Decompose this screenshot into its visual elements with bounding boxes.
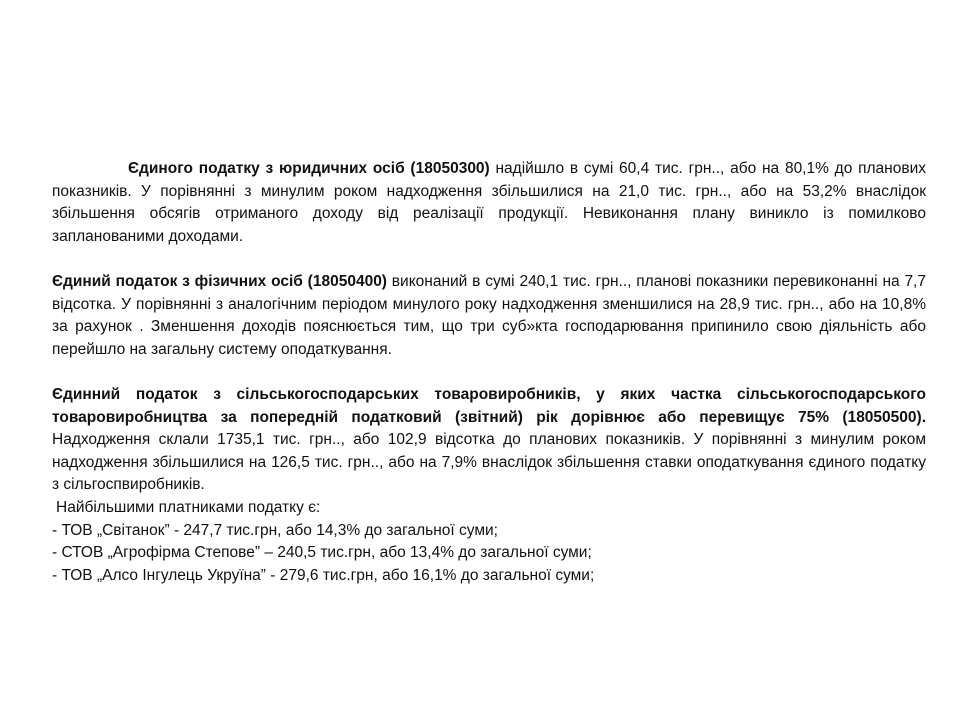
paragraph-heading: Єдиного податку з юридичних осіб (18050300) <box>128 160 490 177</box>
paragraph-heading: Єдиний податок з фізичних осіб (18050400) <box>52 272 387 290</box>
paragraph-individuals-tax <box>52 271 926 361</box>
paragraph-heading: Єдинний податок з сільськогосподарських товаровиробників, у яких частка сільськогосподарського товаровиробництва за попередній податковий (звітний) рік дорівнює або перевищує 75% (18050500). <box>52 385 926 426</box>
list-item: - ТОВ „Світанок” - 247,7 тис.грн, або 14,3% до загальної суми; <box>52 521 498 539</box>
largest-payers-block <box>52 497 926 587</box>
paragraph-text: виконаний в сумі 240,1 тис. грн.., планові показники перевиконанні на 7,7 відсотка. У порівнянні з аналогічним періодом минулого року надходження зменшилися на 28,9 тис. грн.., або на 10,8% за рахунок . Зменшення доходів пояснюється тим, що три суб»кта господарювання припинило свою діяльність або перейшло на загальну систему оподаткування. <box>52 272 926 358</box>
document-body <box>52 158 926 587</box>
paragraph-legal-entities-tax <box>52 158 926 248</box>
largest-payers-intro: Найбільшими платниками податку є: <box>56 498 321 516</box>
paragraph-text: Надходження склали 1735,1 тис. грн.., або 102,9 відсотка до планових показників. У порівнянні з минулим роком надходження збільшилися на 126,5 тис. грн.., або на 7,9% внаслідок збільшення ставки оподаткування єдиного податку з сільгоспвиробників. <box>52 431 926 494</box>
paragraph-agricultural-tax <box>52 384 926 497</box>
paragraph-text: надійшло в сумі 60,4 тис. грн.., або на 80,1% до планових показників. У порівнянні з минулим роком надходження збільшилися на 21,0 тис. грн.., або на 53,2% внаслідок збільшення обсягів отриманого доходу від реалізації продукції. Невиконання плану виникло із помилково запланованими доходами. <box>52 160 926 245</box>
list-item: - СТОВ „Агрофірма Степове” – 240,5 тис.грн, або 13,4% до загальної суми; <box>52 544 592 562</box>
list-item: - ТОВ „Алсо Інгулець Укруїна” - 279,6 тис.грн, або 16,1% до загальної суми; <box>52 566 595 584</box>
